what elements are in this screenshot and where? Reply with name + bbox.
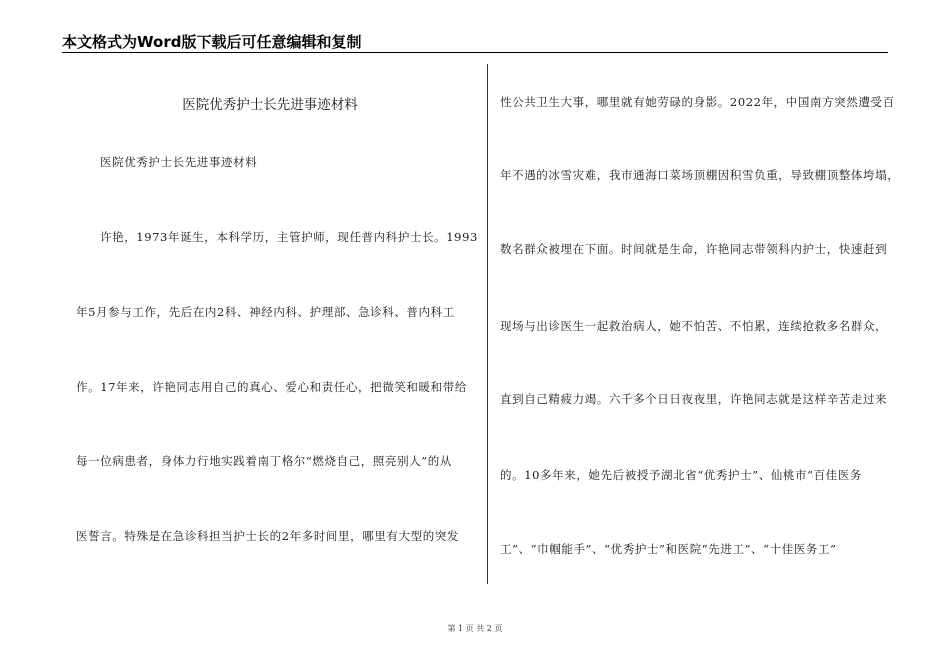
page-header-text: 本文格式为Word版下载后可任意编辑和复制 xyxy=(62,33,362,51)
paragraph-line: 医誓言。特殊是在急诊科担当护士长的2年多时间里，哪里有大型的突发 xyxy=(76,529,460,543)
header-rule xyxy=(62,52,888,53)
paragraph-line: 年不遇的冰雪灾难，我市通海口菜场顶棚因积雪负重，导致棚顶整体垮塌， xyxy=(500,168,900,182)
paragraph-line: 数名群众被埋在下面。时间就是生命，许艳同志带领科内护士，快速赶到 xyxy=(500,242,888,256)
paragraph-line: 性公共卫生大事，哪里就有她劳碌的身影。2022年，中国南方突然遭受百 xyxy=(500,95,895,109)
page-number-footer: 第 1 页 共 2 页 xyxy=(447,624,503,633)
paragraph-line: 现场与出诊医生一起救治病人，她不怕苦、不怕累，连续抢救多名群众， xyxy=(500,319,888,333)
paragraph-line: 作。17年来，许艳同志用自己的真心、爱心和责任心，把微笑和暖和带给 xyxy=(76,380,467,394)
paragraph-line: 的。10多年来，她先后被授予湖北省“优秀护士”、仙桃市“百佳医务 xyxy=(500,468,862,482)
paragraph-line: 直到自己精疲力竭。六千多个日日夜夜里，许艳同志就是这样辛苦走过来 xyxy=(500,392,888,406)
paragraph-line: 工”、“巾帼能手”、“优秀护士”和医院“先进工”、“十佳医务工” xyxy=(500,542,837,556)
paragraph-line: 许艳，1973年诞生，本科学历，主管护师，现任普内科护士长。1993 xyxy=(100,230,478,244)
paragraph-line: 每一位病患者，身体力行地实践着南丁格尔“燃烧自己，照亮别人”的从 xyxy=(76,454,452,468)
document-title: 医院优秀护士长先进事迹材料 xyxy=(182,97,358,113)
subtitle-line: 医院优秀护士长先进事迹材料 xyxy=(100,155,258,169)
column-divider xyxy=(487,64,488,584)
paragraph-line: 年5月参与工作，先后在内2科、神经内科、护理部、急诊科、普内科工 xyxy=(76,305,455,319)
